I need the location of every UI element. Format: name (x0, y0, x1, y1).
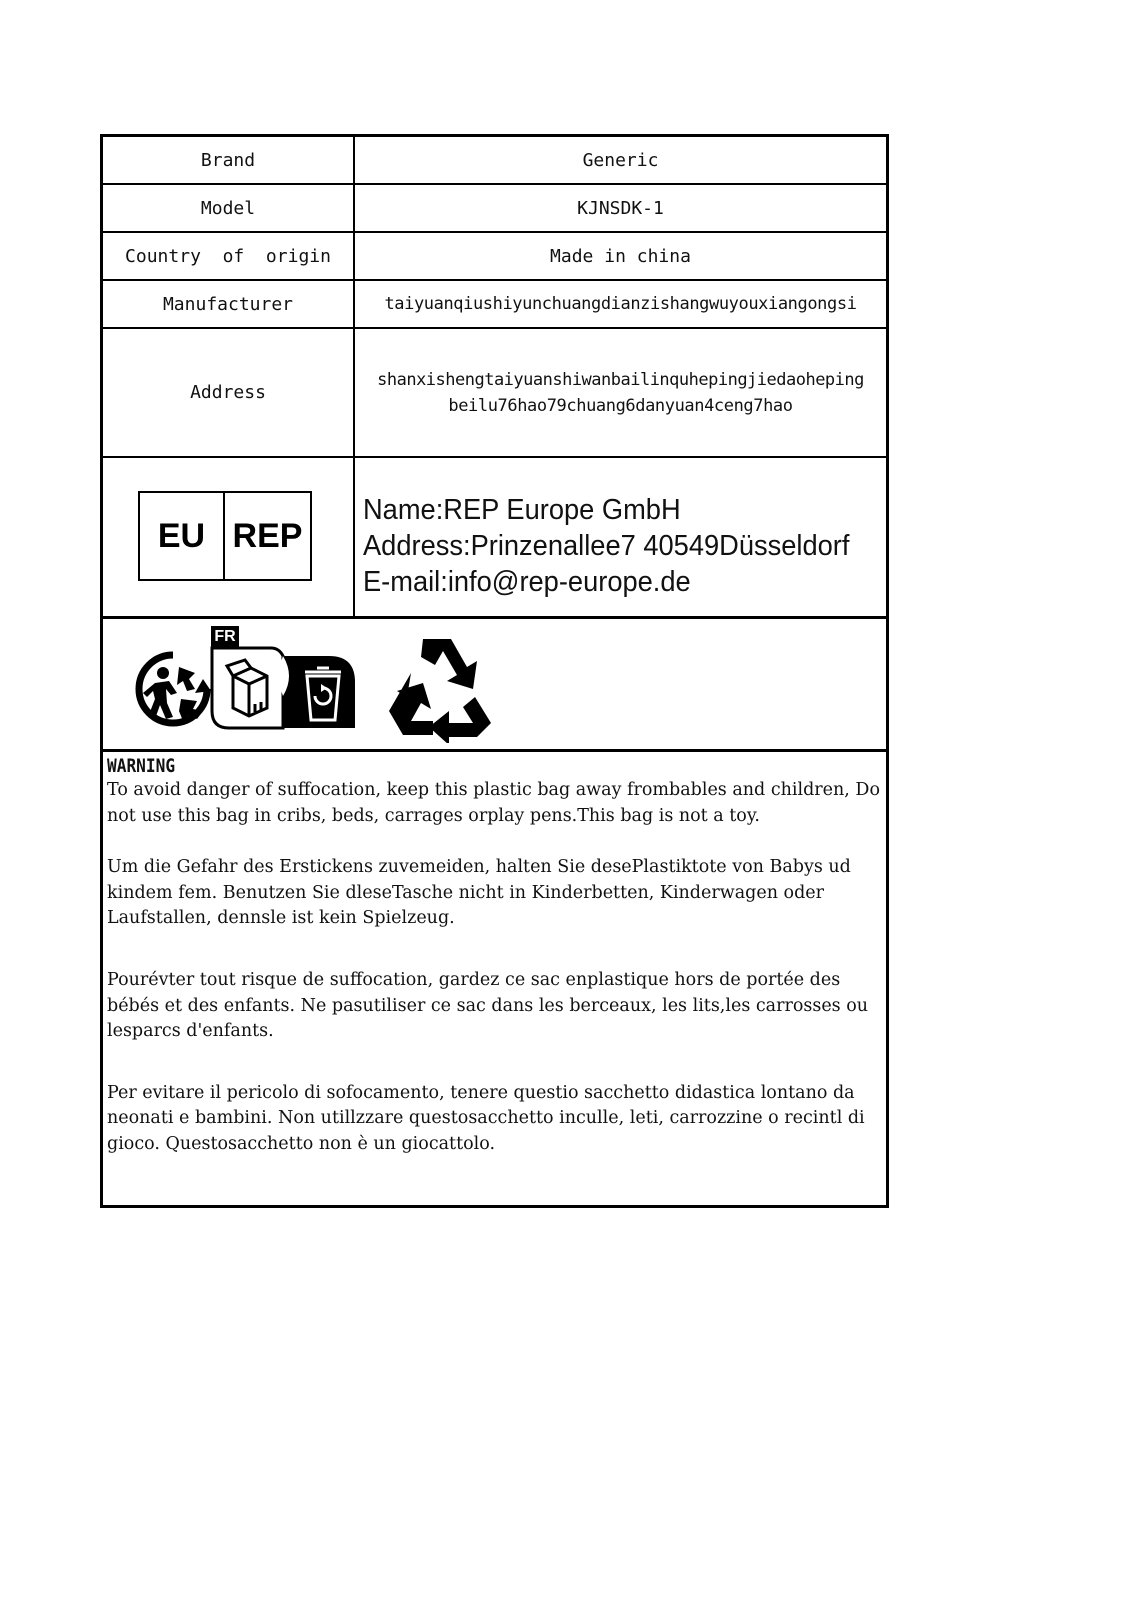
symbols-row (103, 619, 886, 752)
warning-section (107, 754, 886, 1158)
model-value: KJNSDK-1 (577, 197, 664, 219)
info-tri-block (209, 626, 359, 732)
address-label: Address (103, 329, 355, 456)
eu-rep-badge-cell (103, 458, 355, 616)
table-row-model (103, 185, 886, 233)
table-row-brand (103, 137, 886, 185)
model-label: Model (103, 185, 355, 231)
eu-rep-badge (138, 491, 312, 581)
eu-rep-address: Address:Prinzenallee7 40549Düsseldorf (363, 530, 850, 562)
brand-label: Brand (103, 137, 355, 183)
fr-badge: FR (211, 626, 239, 648)
eu-rep-badge-rep: REP (232, 516, 303, 555)
manufacturer-label: Manufacturer (103, 281, 355, 327)
brand-value: Generic (582, 149, 659, 171)
eu-rep-row (103, 458, 886, 619)
table-row-manufacturer (103, 281, 886, 329)
table-row-country (103, 233, 886, 281)
eu-rep-email: E-mail:info@rep-europe.de (363, 566, 691, 598)
country-value: Made in china (550, 245, 691, 267)
country-label: Country of origin (103, 233, 355, 279)
eu-rep-badge-eu: EU (140, 493, 225, 579)
eu-rep-info (363, 492, 849, 600)
eu-rep-name: Name:REP Europe GmbH (363, 494, 681, 526)
table-row-address (103, 329, 886, 458)
triman-icon (133, 649, 213, 729)
address-value (355, 329, 886, 456)
address-line-2: beilu76hao79chuang6danyuan4ceng7hao (448, 395, 793, 416)
warning-text-fr: Pourévter tout risque de suffocation, gardez ce sac enplastique hors de portée des bébés et des enfants. Ne pasutiliser ce sac dans les berceaux, les lits,les carrosses ou lesparcs d'enfants. (107, 969, 869, 1042)
info-tri-icon (209, 646, 357, 730)
warning-text-de: Um die Gefahr des Erstickens zuvemeiden, halten Sie desePlastiktote von Babys ud kindem fem. Benutzen Sie dleseTasche nicht in Kinderbetten, Kinderwagen oder Laufstallen, dennsle ist kein Spielzeug. (107, 857, 851, 929)
manufacturer-value: taiyuanqiushiyunchuangdianzishangwuyouxiangongsi (384, 294, 857, 314)
warning-text-en: To avoid danger of suffocation, keep this plastic bag away frombables and children, Do not use this bag in cribs, beds, carrages orplay pens.This bag is not a toy. (107, 780, 880, 826)
product-label (100, 134, 889, 1208)
address-line-1: shanxishengtaiyuanshiwanbailinquhepingjiedaoheping (377, 369, 864, 390)
recycle-icon (385, 631, 495, 743)
warning-text-it: Per evitare il pericolo di sofocamento, tenere questio sacchetto didastica lontano da neonati e bambini. Non utillzzare questosacchetto inculle, leti, carrozzine o recintl di gioco. Questosacchetto non è un giocattolo. (107, 1082, 865, 1154)
warning-heading: WARNING (107, 755, 176, 777)
